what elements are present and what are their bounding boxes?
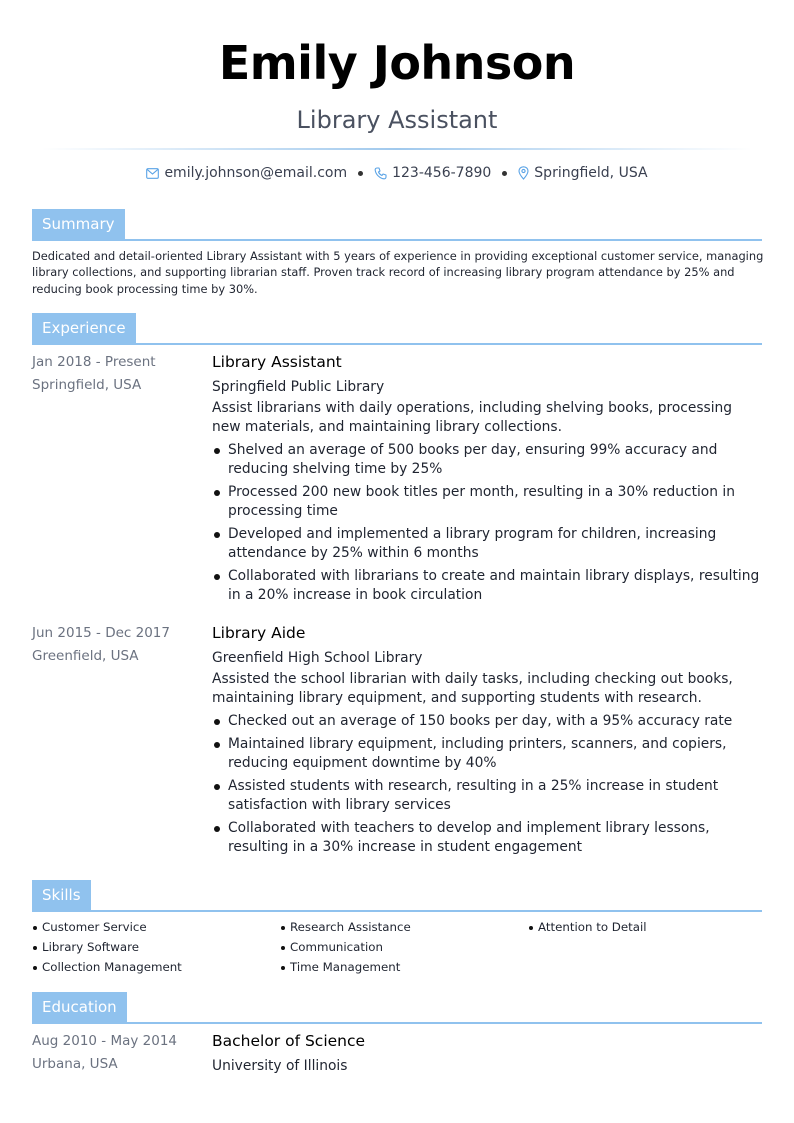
achievement-item: Checked out an average of 150 books per day, with a 95% accuracy rate — [212, 712, 762, 731]
skill-item: Attention to Detail — [528, 919, 762, 939]
entry-details — [212, 1030, 762, 1078]
summary-text: Dedicated and detail-oriented Library Assistant with 5 years of experience in providing exceptional customer service, managing library collections, and supporting librarian staff. Proven track record of increasing library program attendance by 25% and reducing book processing time by 30%. — [32, 249, 764, 296]
entry-location: Urbana, USA — [32, 1056, 118, 1072]
contact-location — [518, 165, 647, 181]
contact-phone[interactable] — [374, 165, 491, 181]
achievement-item: Processed 200 new book titles per month, resulting in a 30% reduction in processing time — [212, 483, 762, 521]
entry-location: Greenfield, USA — [32, 648, 139, 664]
candidate-name: Emily Johnson — [218, 36, 576, 90]
skill-item: Research Assistance — [280, 919, 528, 939]
entry-description: Assist librarians with daily operations, including shelving books, processing new materials, and maintaining library collections. — [212, 400, 733, 435]
skills-list — [32, 919, 762, 979]
skill-item: Collection Management — [32, 959, 280, 979]
achievement-item: Collaborated with teachers to develop and implement library lessons, resulting in a 30% increase in student engagement — [212, 819, 762, 857]
skill-item: Library Software — [32, 939, 280, 959]
entry-dates: Jan 2018 - Present — [32, 354, 156, 370]
skill-item: Communication — [280, 939, 528, 959]
email-text: emily.johnson@email.com — [164, 165, 348, 181]
education-degree: Bachelor of Science — [212, 1032, 366, 1050]
phone-icon — [374, 167, 387, 180]
section-title: Skills — [32, 880, 91, 910]
header-divider — [42, 148, 752, 150]
entry-meta — [32, 351, 207, 397]
location-text: Springfield, USA — [534, 165, 648, 181]
achievement-item: Collaborated with librarians to create and maintain library displays, resulting in a 20% increase in book circulation — [212, 567, 762, 605]
achievement-item: Maintained library equipment, including printers, scanners, and copiers, reducing equipment downtime by 40% — [212, 735, 762, 773]
skill-item: Customer Service — [32, 919, 280, 939]
section-title: Education — [32, 992, 127, 1022]
achievement-list — [212, 712, 762, 857]
contact-bar — [0, 165, 794, 181]
section-title: Experience — [32, 313, 136, 343]
entry-meta — [32, 1030, 207, 1076]
entry-organization: Springfield Public Library — [212, 379, 385, 395]
entry-role: Library Aide — [212, 624, 306, 642]
education-school: University of Illinois — [212, 1058, 348, 1074]
contact-email[interactable] — [146, 165, 347, 181]
entry-location: Springfield, USA — [32, 377, 142, 393]
achievement-item: Shelved an average of 500 books per day, ensuring 99% accuracy and reducing shelving time by 25% — [212, 441, 762, 479]
mail-icon — [146, 168, 159, 179]
experience-section-header — [32, 313, 762, 345]
entry-details — [212, 351, 762, 609]
skill-item: Time Management — [280, 959, 528, 979]
entry-role: Library Assistant — [212, 353, 342, 371]
education-section-header — [32, 992, 762, 1024]
achievement-item: Assisted students with research, resulting in a 25% increase in student satisfaction with library services — [212, 777, 762, 815]
entry-organization: Greenfield High School Library — [212, 650, 423, 666]
contact-separator — [502, 171, 507, 176]
section-title: Summary — [32, 209, 125, 239]
entry-meta — [32, 622, 207, 668]
achievement-list — [212, 441, 762, 605]
entry-dates: Jun 2015 - Dec 2017 — [32, 625, 170, 641]
location-pin-icon — [518, 166, 529, 180]
entry-description: Assisted the school librarian with daily tasks, including checking out books, maintaining library equipment, and supporting students with research. — [212, 671, 733, 706]
phone-text: 123-456-7890 — [392, 165, 492, 181]
contact-separator — [358, 171, 363, 176]
entry-details — [212, 622, 762, 861]
summary-section-header — [32, 209, 762, 241]
skills-section-header — [32, 880, 762, 912]
achievement-item: Developed and implemented a library program for children, increasing attendance by 25% within 6 months — [212, 525, 762, 563]
entry-dates: Aug 2010 - May 2014 — [32, 1033, 178, 1049]
job-title: Library Assistant — [296, 106, 498, 134]
